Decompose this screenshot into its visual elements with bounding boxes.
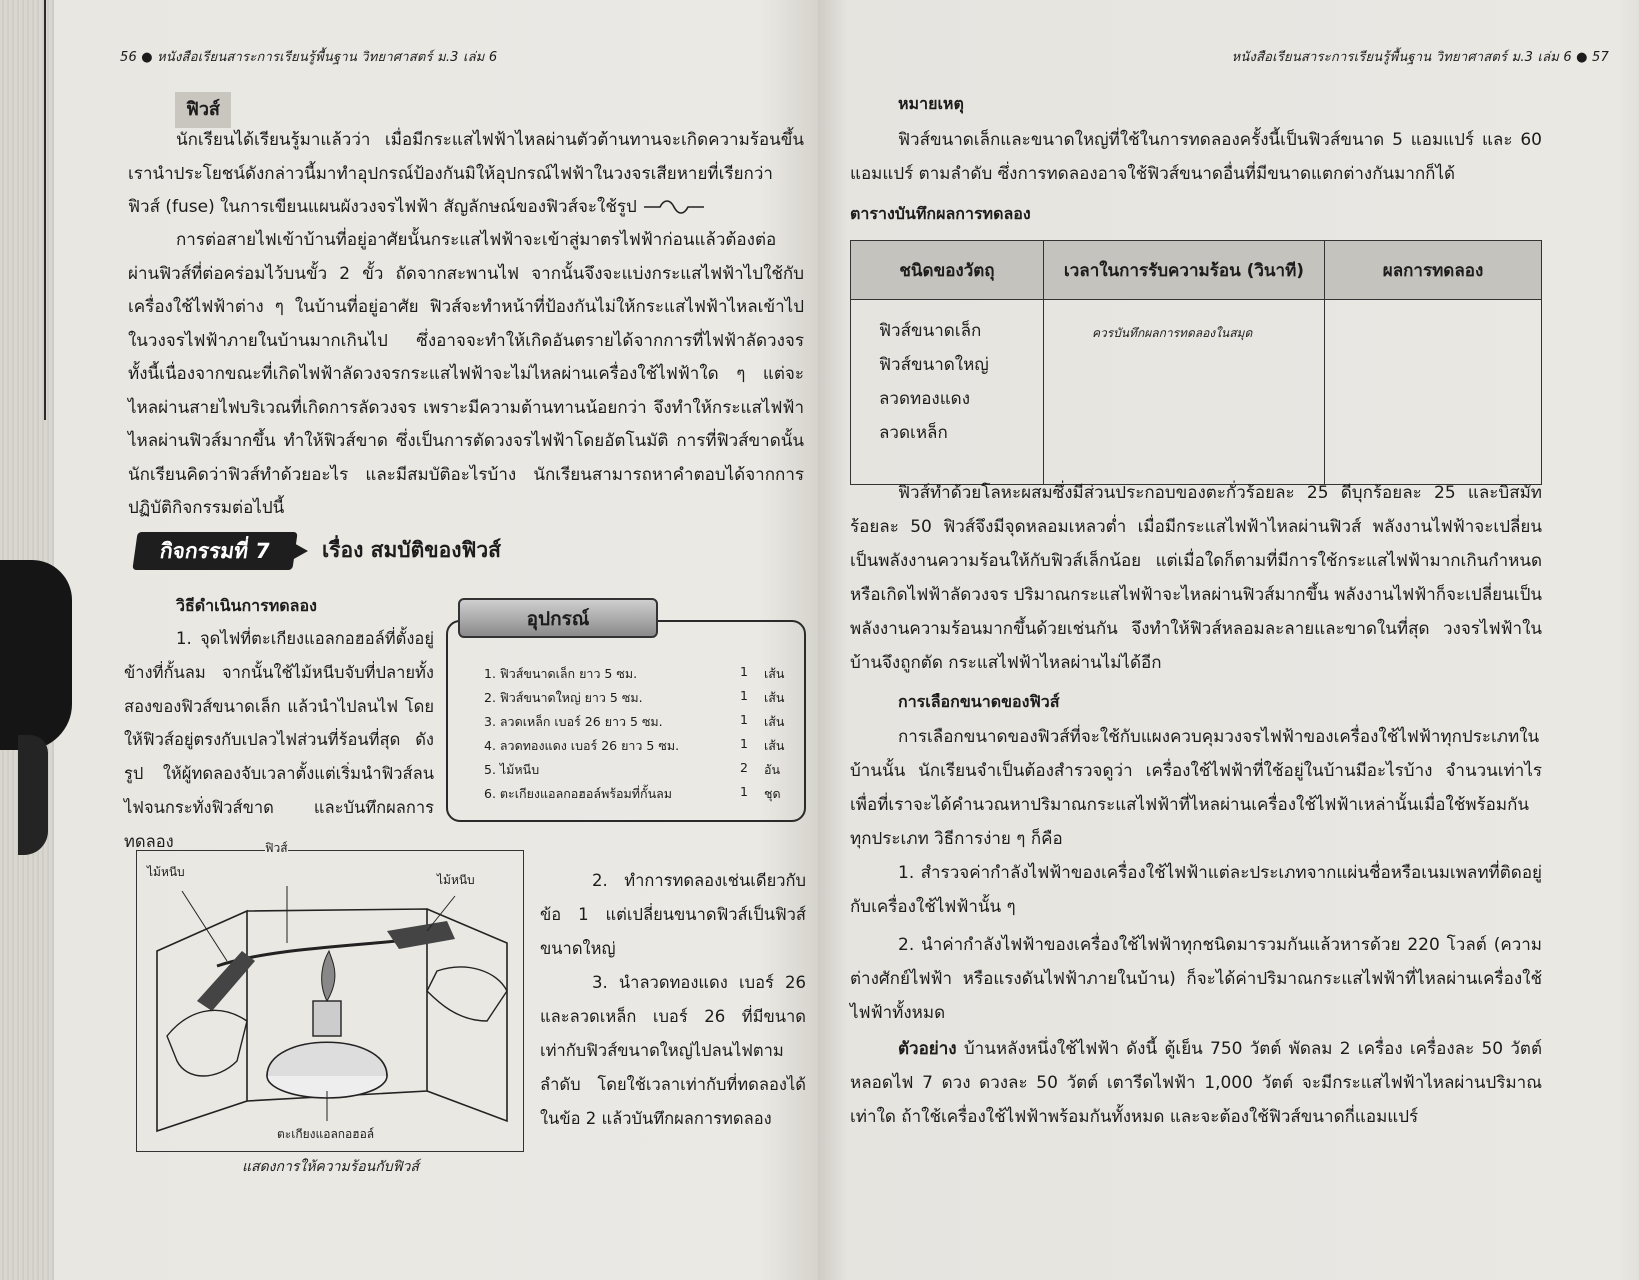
activity-title: เรื่อง สมบัติของฟิวส์ bbox=[322, 538, 501, 562]
procedure-step-1: 1. จุดไฟที่ตะเกียงแอลกอฮอล์ที่ตั้งอยู่ข้างที่กั้นลม จากนั้นใช้ไม้หนีบจับที่ปลายทั้งสองของฟิวส์ขนาดเล็ก แล้วนำไปลนไฟ โดยให้ฟิวส์อยู่ตรงกับเปลวไฟส่วนที่ร้อนที่สุด ดังรูป ให้ผู้ทดลองจับเวลาตั้งแต่เริ่มนำฟิวส์ลนไฟจนกระทั่งฟิวส์ขาด และบันทึกผลการทดลอง bbox=[124, 629, 434, 851]
figure-fuse-heating bbox=[136, 841, 524, 1152]
equipment-title: อุปกรณ์ bbox=[458, 598, 658, 638]
label-alcohol-lamp: ตะเกียงแอลกอฮอล์ bbox=[277, 1127, 375, 1141]
equipment-unit: ชุด bbox=[764, 786, 781, 801]
right-running-head: หนังสือเรียนสาระการเรียนรู้พื้นฐาน วิทยาศาสตร์ ม.3 เล่ม 6 ● 57 bbox=[1231, 50, 1609, 65]
equipment-qty: 1 bbox=[740, 736, 748, 751]
equipment-qty: 1 bbox=[740, 664, 748, 679]
left-running-head: 56 ● หนังสือเรียนสาระการเรียนรู้พื้นฐาน วิทยาศาสตร์ ม.3 เล่ม 6 bbox=[120, 50, 498, 65]
equipment-qty: 1 bbox=[740, 712, 748, 727]
equipment-item: 5. ไม้หนีบ bbox=[484, 762, 540, 777]
selection-point-1: 1. สำรวจค่ากำลังไฟฟ้าของเครื่องใช้ไฟฟ้าแต่ละประเภทจากแผ่นชื่อหรือเนมเพลทที่ติดอยู่กับเครื่องใช้ไฟฟ้านั้น ๆ bbox=[850, 863, 1542, 917]
table-item: ฟิวส์ขนาดใหญ่ bbox=[879, 355, 989, 375]
procedure-step-2: 2. ทำการทดลองเช่นเดียวกับข้อ 1 แต่เปลี่ยนขนาดฟิวส์เป็นฟิวส์ขนาดใหญ่ bbox=[540, 871, 806, 958]
procedure-step-3: 3. นำลวดทองแดง เบอร์ 26 และลวดเหล็ก เบอร์ 26 ที่มีขนาดเท่ากับฟิวส์ขนาดใหญ่ไปลนไฟตามลำดับ โดยใช้เวลาเท่ากับที่ทดลองได้ในข้อ 2 แล้วบันทึกผลการทดลอง bbox=[540, 973, 806, 1128]
equipment-row bbox=[484, 688, 784, 708]
table-cell-result bbox=[1325, 300, 1542, 485]
label-clip-right: ไม้หนีบ bbox=[437, 873, 475, 887]
margin-line bbox=[44, 0, 46, 420]
table-item: ลวดเหล็ก bbox=[879, 423, 948, 443]
equipment-unit: เส้น bbox=[764, 690, 785, 705]
table-item: ลวดทองแดง bbox=[879, 389, 971, 409]
equipment-row bbox=[484, 664, 784, 684]
equipment-unit: อัน bbox=[764, 762, 781, 777]
label-clip-left: ไม้หนีบ bbox=[147, 865, 185, 879]
arrow-icon bbox=[290, 540, 310, 562]
table-row bbox=[851, 300, 1542, 485]
intro-paragraph-wrap bbox=[128, 124, 804, 225]
ink-stain-lower bbox=[18, 735, 48, 855]
activity-label: กิจกรรมที่ 7 bbox=[132, 532, 297, 570]
note-text: ฟิวส์ขนาดเล็กและขนาดใหญ่ที่ใช้ในการทดลองครั้งนี้เป็นฟิวส์ขนาด 5 แอมแปร์ และ 60 แอมแปร์ ตามลำดับ ซึ่งการทดลองอาจใช้ฟิวส์ขนาดอื่นที่มีขนาดแตกต่างกันมากก็ได้ bbox=[850, 130, 1542, 184]
second-paragraph: การต่อสายไฟเข้าบ้านที่อยู่อาศัยนั้นกระแสไฟฟ้าจะเข้าสู่มาตรไฟฟ้าก่อนแล้วต้องต่อผ่านฟิวส์ที่ต่อคร่อมไว้บนขั้ว 2 ขั้ว ถัดจากสะพานไฟ จากนั้นจึงจะแบ่งกระแสไฟฟ้าไปใช้กับเครื่องใช้ไฟฟ้าต่าง ๆ ในบ้านที่อยู่อาศัย ฟิวส์จะทำหน้าที่ป้องกันไม่ให้กระแสไฟฟ้าไหลเข้าไปในวงจรไฟฟ้าภายในบ้านมากเกินไป ซึ่งอาจจะทำให้เกิดอันตรายได้จากการที่ไฟฟ้าลัดวงจร ทั้งนี้เนื่องจากขณะที่เกิดไฟฟ้าลัดวงจรกระแสไฟฟ้าจะไม่ไหลผ่านเครื่องใช้ไฟฟ้าใด ๆ แต่จะไหลผ่านสายไฟบริเวณที่เกิดการลัดวงจร เพราะมีความต้านทานน้อยกว่า จึงทำให้กระแสไฟฟ้าไหลผ่านฟิวส์มากขึ้น ทำให้ฟิวส์ขาด ซึ่งเป็นการตัดวงจรไฟฟ้าโดยอัตโนมัติ การที่ฟิวส์ขาดนั้น นักเรียนคิดว่าฟิวส์ทำด้วยอะไร และมีสมบัติอะไรบ้าง นักเรียนสามารถหาคำตอบได้จากการปฏิบัติกิจกรรมต่อไปนี้ bbox=[128, 230, 804, 518]
selection-heading: การเลือกขนาดของฟิวส์ bbox=[898, 692, 1060, 711]
equipment-qty: 1 bbox=[740, 784, 748, 799]
equipment-unit: เส้น bbox=[764, 666, 785, 681]
equipment-item: 6. ตะเกียงแอลกอฮอล์พร้อมที่กั้นลม bbox=[484, 786, 673, 801]
fuse-heating-illustration bbox=[137, 851, 523, 1151]
fuse-composition-paragraph: ฟิวส์ทำด้วยโลหะผสมซึ่งมีส่วนประกอบของตะกั่วร้อยละ 25 ดีบุกร้อยละ 25 และบิสมัทร้อยละ 50 ฟิวส์จึงมีจุดหลอมเหลวต่ำ เมื่อมีกระแสไฟฟ้าไหลผ่านฟิวส์ พลังงานไฟฟ้าจะเปลี่ยนเป็นพลังงานความร้อนให้กับฟิวส์เล็กน้อย แต่เมื่อใดก็ตามที่มีการใช้กระแสไฟฟ้ามากเกินกำหนด หรือเกิดไฟฟ้าลัดวงจร ปริมาณกระแสไฟฟ้าจะไหลผ่านฟิวส์มากขึ้น พลังงานไฟฟ้าก็จะเปลี่ยนเป็นพลังงานความร้อนมากขึ้นด้วยเช่นกัน จึงทำให้ฟิวส์หลอมละลายและขาดในที่สุด วงจรไฟฟ้าในบ้านจึงถูกตัด กระแสไฟฟ้าไหลผ่านไม่ได้อีก bbox=[850, 483, 1542, 673]
left-page bbox=[0, 0, 818, 1280]
equipment-row bbox=[484, 736, 784, 756]
equipment-unit: เส้น bbox=[764, 714, 785, 729]
intro-paragraph: นักเรียนได้เรียนรู้มาแล้วว่า เมื่อมีกระแสไฟฟ้าไหลผ่านตัวต้านทานจะเกิดความร้อนขึ้น เรานำประโยชน์ดังกล่าวนี้มาทำอุปกรณ์ป้องกันมิให้อุปกรณ์ไฟฟ้าในวงจรเสียหายที่เรียกว่า ฟิวส์ (fuse) ในการเขียนแผนผังวงจรไฟฟ้า สัญลักษณ์ของฟิวส์จะใช้รูป bbox=[128, 130, 804, 217]
example-text: บ้านหลังหนึ่งใช้ไฟฟ้า ดังนี้ ตู้เย็น 750 วัตต์ พัดลม 2 เครื่อง เครื่องละ 50 วัตต์ หลอดไฟ 7 ดวง ดวงละ 50 วัตต์ เตารีดไฟฟ้า 1,000 วัตต์ จะมีกระแสไฟฟ้าไหลผ่านปริมาณเท่าใด ถ้าใช้เครื่องใช้ไฟฟ้าพร้อมกันทั้งหมด และจะต้องใช้ฟิวส์ขนาดกี่แอมแปร์ bbox=[850, 1039, 1543, 1127]
equipment-row bbox=[484, 784, 784, 804]
label-fuse: ฟิวส์ bbox=[265, 839, 288, 858]
table-item: ฟิวส์ขนาดเล็ก bbox=[879, 321, 982, 341]
selection-paragraph: การเลือกขนาดของฟิวส์ที่จะใช้กับแผงควบคุมวงจรไฟฟ้าของเครื่องใช้ไฟฟ้าทุกประเภทในบ้านนั้น นักเรียนจำเป็นต้องสำรวจดูว่า เครื่องใช้ไฟฟ้าที่ใช้อยู่ในบ้านมีอะไรบ้าง จำนวนเท่าไร เพื่อที่เราจะได้คำนวณหาปริมาณกระแสไฟฟ้าที่ไหลผ่านเครื่องใช้ไฟฟ้าเหล่านั้นเมื่อใช้พร้อมกันทุกประเภท วิธีการง่าย ๆ ก็คือ bbox=[850, 727, 1542, 849]
note-heading: หมายเหตุ bbox=[898, 94, 964, 113]
equipment-item: 2. ฟิวส์ขนาดใหญ่ ยาว 5 ซม. bbox=[484, 690, 643, 705]
record-table bbox=[850, 240, 1542, 485]
equipment-item: 3. ลวดเหล็ก เบอร์ 26 ยาว 5 ซม. bbox=[484, 714, 663, 729]
figure-caption: แสดงการให้ความร้อนกับฟิวส์ bbox=[242, 1159, 419, 1175]
table-header-time: เวลาในการรับความร้อน (วินาที) bbox=[1044, 241, 1325, 300]
equipment-qty: 1 bbox=[740, 688, 748, 703]
section-tag-fuse: ฟิวส์ bbox=[175, 92, 231, 128]
selection-point-2: 2. นำค่ากำลังไฟฟ้าของเครื่องใช้ไฟฟ้าทุกชนิดมารวมกันแล้วหารด้วย 220 โวลต์ (ความต่างศักย์ไฟฟ้า หรือแรงดันไฟฟ้าภายในบ้าน) ก็จะได้ค่าปริมาณกระแสไฟฟ้าที่ไหลผ่านเครื่องใช้ไฟฟ้าทั้งหมด bbox=[850, 935, 1542, 1023]
equipment-item: 1. ฟิวส์ขนาดเล็ก ยาว 5 ซม. bbox=[484, 666, 638, 681]
fuse-symbol-icon bbox=[642, 197, 706, 217]
example-label: ตัวอย่าง bbox=[898, 1039, 957, 1059]
table-cell-note: ควรบันทึกผลการทดลองในสมุด bbox=[1044, 300, 1325, 485]
example-paragraph bbox=[850, 1032, 1542, 1134]
table-header-material: ชนิดของวัตถุ bbox=[851, 241, 1044, 300]
table-header-result: ผลการทดลอง bbox=[1325, 241, 1542, 300]
table-heading: ตารางบันทึกผลการทดลอง bbox=[850, 204, 1031, 223]
equipment-row bbox=[484, 712, 784, 732]
equipment-unit: เส้น bbox=[764, 738, 785, 753]
table-cell-materials bbox=[851, 300, 1044, 485]
equipment-item: 4. ลวดทองแดง เบอร์ 26 ยาว 5 ซม. bbox=[484, 738, 680, 753]
ink-stain bbox=[0, 560, 72, 750]
procedure-heading: วิธีดำเนินการทดลอง bbox=[176, 596, 317, 615]
equipment-row bbox=[484, 760, 784, 780]
equipment-qty: 2 bbox=[740, 760, 748, 775]
